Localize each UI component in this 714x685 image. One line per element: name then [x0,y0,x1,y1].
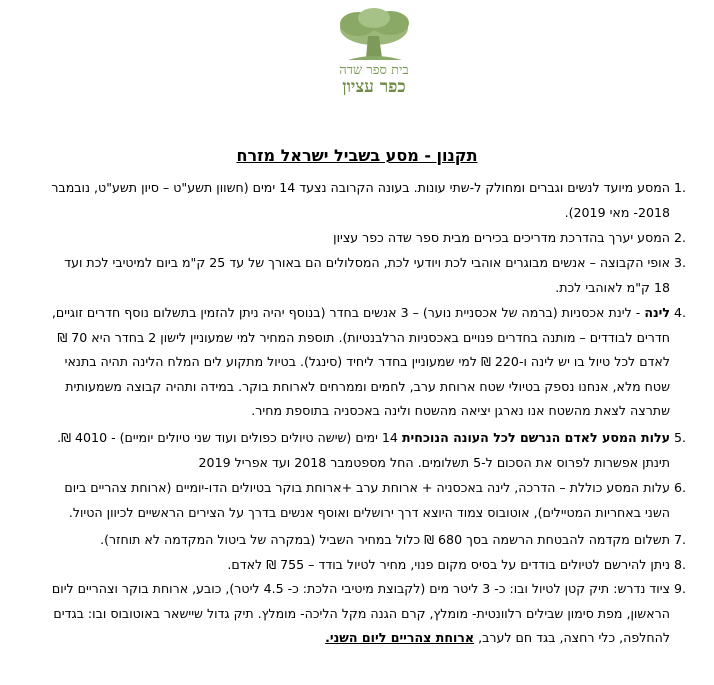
item-text: תשלום מקדמה להבטחת הרשמה בסך 680 ₪ כלול במחיר השביל (במקרה של ביטול המקדמה לא תוחזר). [100,532,670,547]
page-title: תקנון - מסע בשביל ישראל מזרח [236,146,478,165]
item-text: ציוד נדרש: תיק קטן לטיול ובו: כ- 3 ליטר מים (לקבוצת מיטיבי הלכת: כ- 4.5 ליטר), כובע, ארוחת בוקר וצהריים ליום הראשון, מפת סימון שבילים רלוונטית- מומלץ, קרם הגנה מקל הליכה- מומלץ. תיק גדול שיישאר באוטובוס ובו: בגדים להחלפה, כלי רחצה, בגד חם לערב, [51,581,670,645]
item-text: - לינת אכסניות (ברמה של אכסניית נוער) – 3 אנשים בחדר (בנוסף יהיה ניתן להזמין בתשלום נוסף חדרים זוגיים, חדרים לבודדים – מותנה בחדרים פנויים באכסניות הרלבנטיות). תוספת המחיר למי שמעוניין לישון 2 בחדר היא 70 ₪ לאדם לכל טיול בו יש לינה ו-220 ₪ למי שמעוניין בחדר ליחיד (סינגל). בטיול מתקוע לים המלח הלינה תהיה בתנאי שטח מלא, אנחנו נספק בטיולי שטח ארוחת ערב, לחמים וממרחים לארוחת בוקר. במידה ותהיה קבוצה משמעותית שתרצה לצאת מהשטח אנו נארגן יציאה מהשטח ולינה באכסניה בתוספת מחיר. [51,305,670,418]
item-number: 1. [674,180,687,195]
item-number: 8. [674,557,687,572]
logo-line-2: כפר עציון [342,77,406,97]
item-number: 7. [674,532,687,547]
item-number: 5. [674,430,687,445]
logo-line-1: בית ספר שדה [339,63,409,78]
item-number: 2. [674,230,687,245]
logo [318,6,430,98]
item-number: 4. [674,305,687,320]
list-item [50,226,700,251]
item-bold-end: ארוחת צהריים ליום השני. [325,630,475,645]
item-text: המסע יערך בהדרכת מדריכים בכירים מבית ספר שדה כפר עציון [333,230,670,245]
item-text: ניתן להירשם לטיולים בודדים על בסיס מקום פנוי, מחיר לטיול בודד – 755 ₪ לאדם. [227,557,670,572]
list-item [50,553,700,578]
item-number: 3. [674,255,687,270]
item-text: 14 ימים (שישה טיולים כפולים ועוד שני טיולים יומיים) - 4010 ₪. תינתן אפשרות לפרוס את הסכום ל-5 תשלומים. החל מספטמבר 2018 ועד אפריל 2019 [57,430,670,470]
item-text: עלות המסע כוללת – הדרכה, לינה באכסניה + ארוחת ערב +ארוחת בוקר בטיולים הדו-יומיים (ארוחת צהריים ביום השני באחריות המטיילים), אוטובוס צמוד היוצא דרך ירושלים ואוסף אנשים בדרך על הצירים הראשיים לכיוון הטיול. [64,480,670,520]
item-number: 6. [674,480,687,495]
item-bold-label: עלות המסע לאדם הנרשם לכל העונה הנוכחית [401,430,670,445]
list-item [50,476,700,525]
item-text: המסע מיועד לנשים וגברים ומחולק ל-שתי עונות. בעונה הקרובה נצעד 14 ימים (חשוון תשע"ט – סיון תשע"ט, נובמבר 2018- מאי 2019). [51,180,670,220]
list-item [50,577,700,651]
list-item [50,251,700,300]
item-number: 9. [674,581,687,596]
list-item [50,301,700,424]
item-text: אופי הקבוצה – אנשים מבוגרים אוהבי לכת ויודעי לכת, המסלולים הם באורך של עד 25 ק"מ ביום למיטיבי לכת ועד 18 ק"מ לאוהבי לכת. [64,255,670,295]
item-bold-label: לינה [644,305,670,320]
tree-icon [318,6,430,64]
list-item [50,426,700,475]
list-item [50,176,700,225]
list-item [50,528,700,553]
